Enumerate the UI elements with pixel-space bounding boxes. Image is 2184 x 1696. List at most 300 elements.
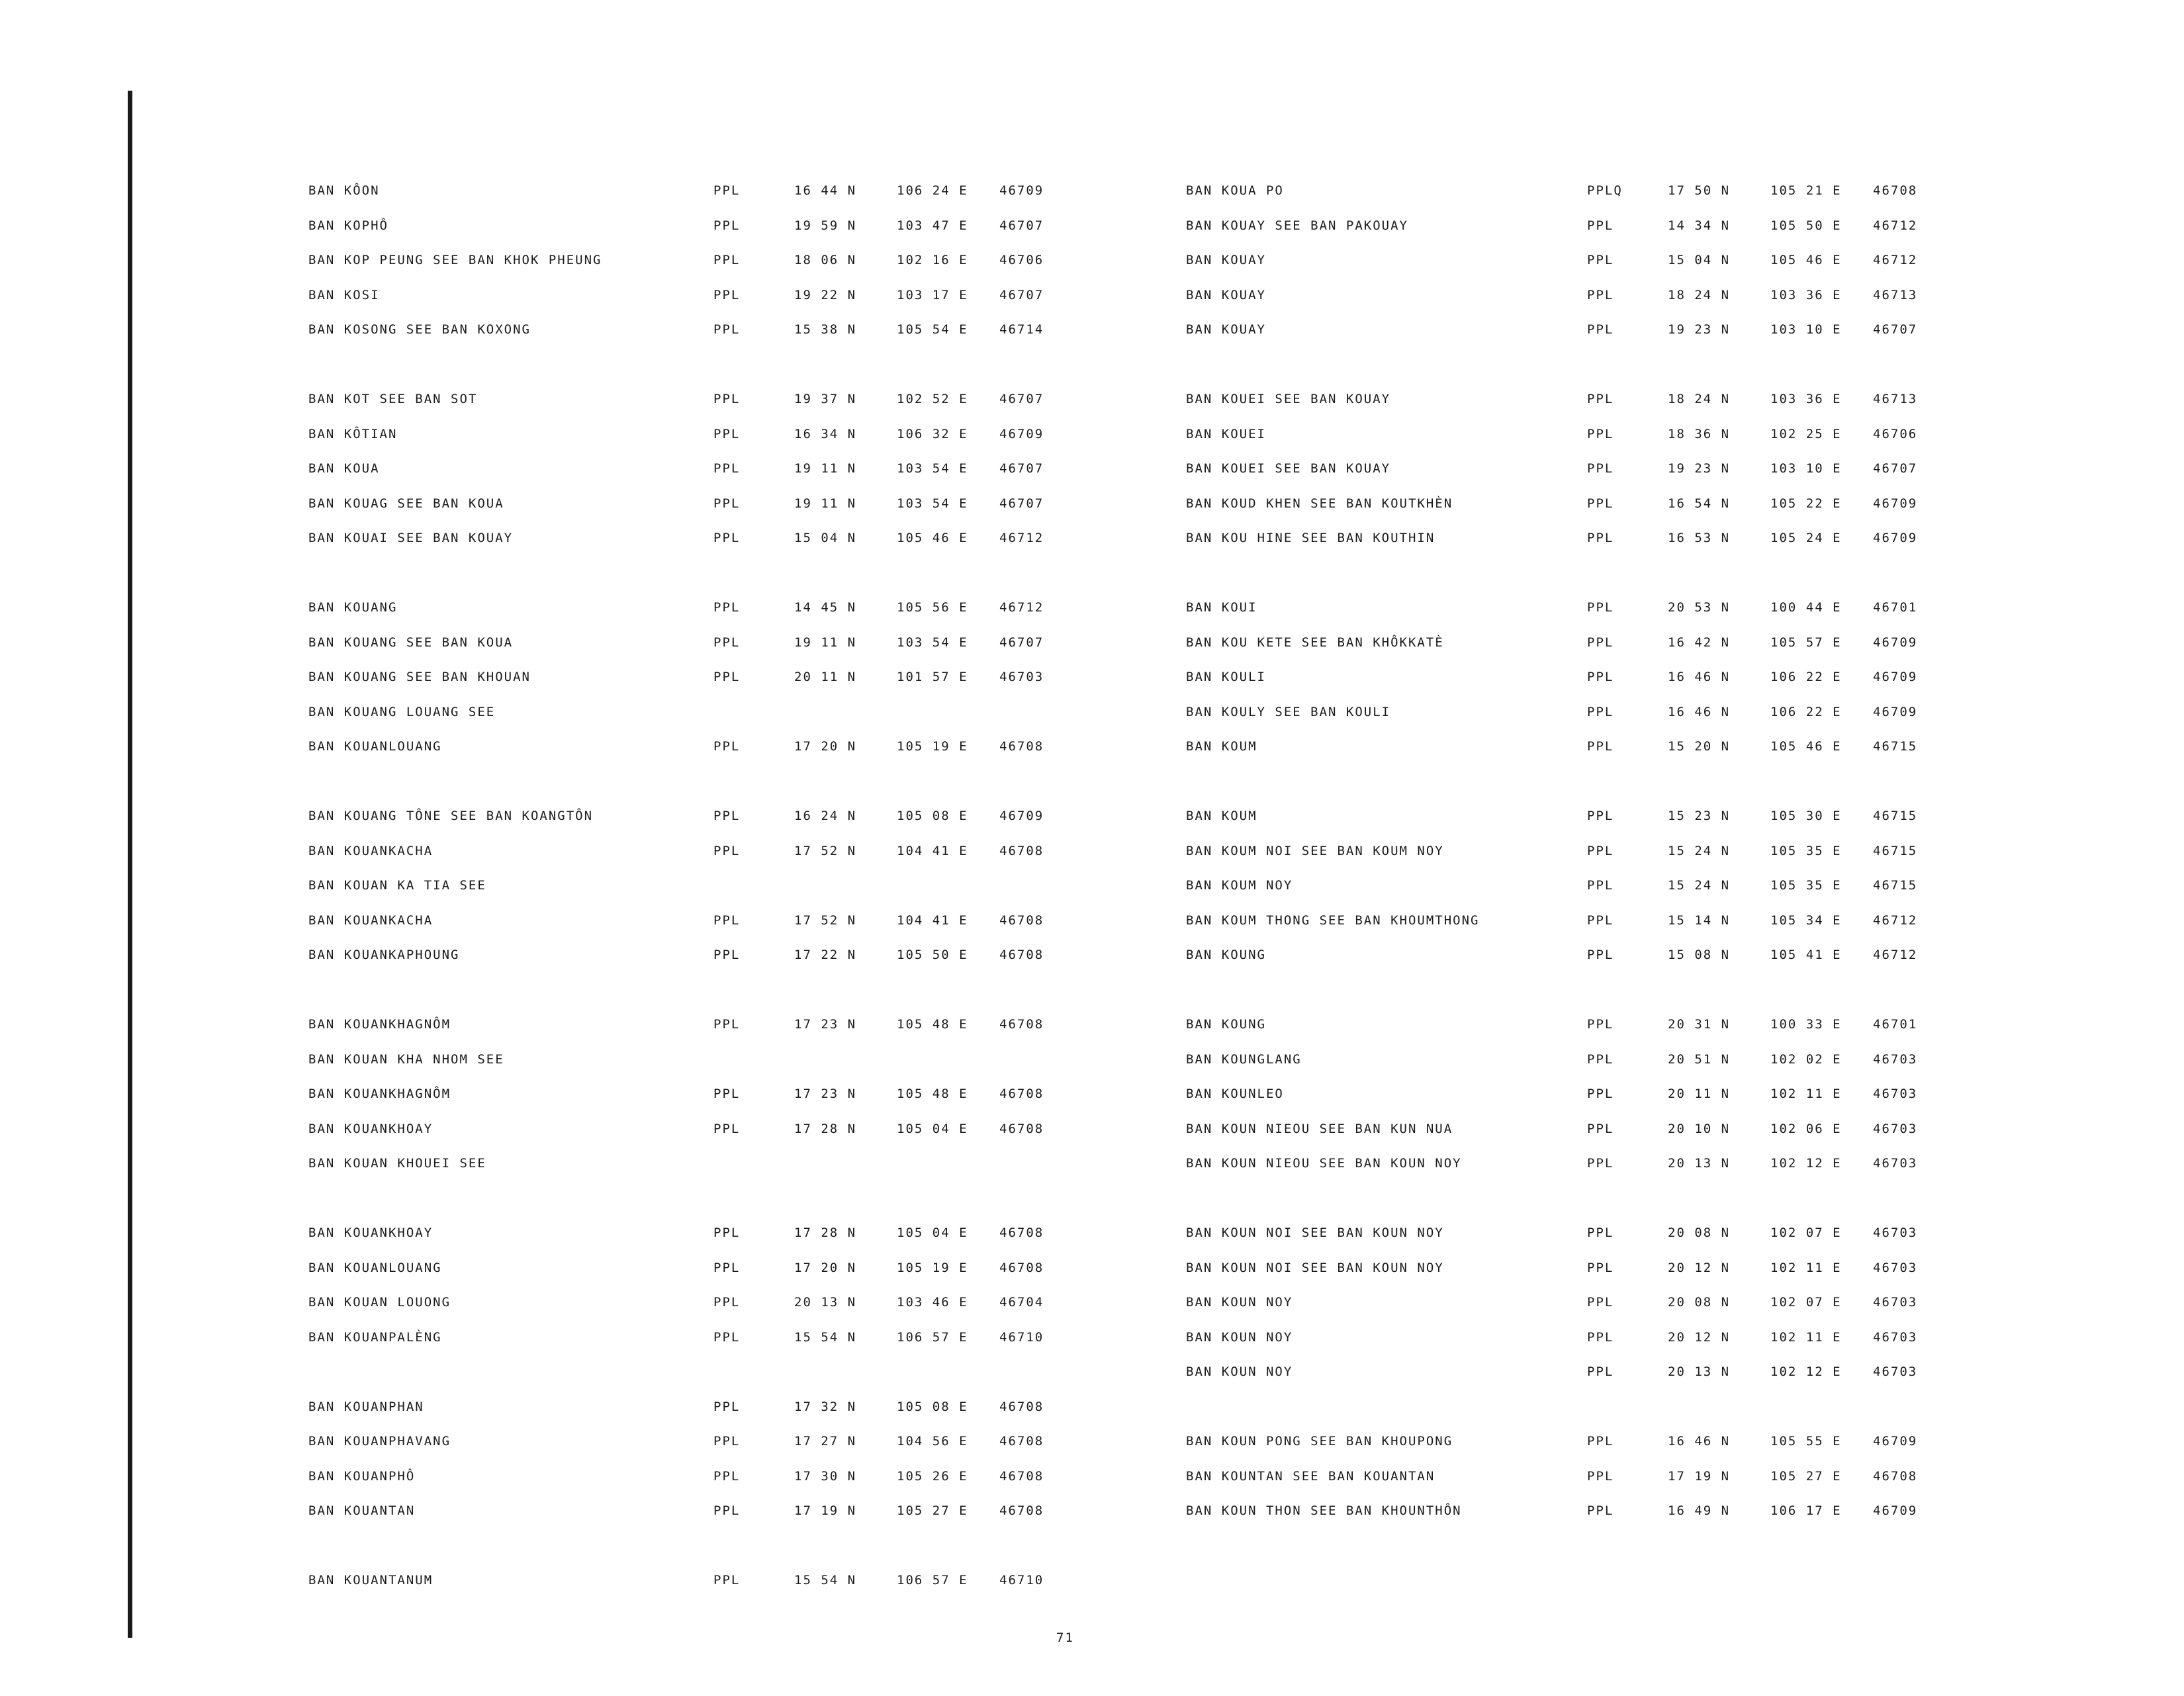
entry-lat: 16 49 N <box>1668 1503 1731 1518</box>
entry-name: BAN KOUANKACHA <box>308 843 433 858</box>
entry-lat: 17 28 N <box>794 1121 857 1136</box>
entry-code: 46707 <box>999 461 1044 476</box>
entry-code: 46707 <box>999 218 1044 233</box>
entry-type: PPL <box>1587 739 1614 754</box>
entry-lat: 14 45 N <box>794 600 857 615</box>
entry-name: BAN KOUN NOI SEE BAN KOUN NOY <box>1186 1226 1444 1240</box>
entry-lat: 20 31 N <box>1668 1017 1731 1032</box>
entry-code: 46712 <box>999 600 1044 615</box>
entry-lat: 20 08 N <box>1668 1295 1731 1310</box>
entry-lat: 17 19 N <box>794 1503 857 1518</box>
entry-lon: 103 47 E <box>897 218 968 233</box>
entry-type: PPL <box>1587 913 1614 928</box>
gazetteer-entry <box>0 631 1918 654</box>
entry-lon: 105 57 E <box>1770 635 1842 650</box>
entry-type: PPL <box>713 948 741 962</box>
entry-type: PPL <box>713 322 741 337</box>
entry-lon: 102 11 E <box>1770 1260 1842 1275</box>
entry-type: PPL <box>1587 809 1614 823</box>
gazetteer-entry <box>0 1083 1918 1105</box>
entry-lon: 103 36 E <box>1770 287 1842 302</box>
entry-lat: 20 13 N <box>1668 1156 1731 1171</box>
gazetteer-entry <box>0 874 1918 897</box>
entry-type: PPL <box>713 531 741 545</box>
entry-name: BAN KOUANKHAGNÔM <box>308 1017 451 1032</box>
entry-name: BAN KÔTIAN <box>308 426 398 441</box>
entry-type: PPL <box>1587 426 1614 441</box>
entry-code: 46703 <box>1873 1156 1918 1171</box>
entry-name: BAN KOUANLOUANG <box>308 739 442 754</box>
entry-lon: 105 24 E <box>1770 531 1842 545</box>
entry-lon: 104 41 E <box>897 913 968 928</box>
entry-type: PPL <box>713 1399 741 1414</box>
entry-name: BAN KOUN THON SEE BAN KHOUNTHÔN <box>1186 1503 1462 1518</box>
entry-name: BAN KOUANG SEE BAN KOUA <box>308 635 514 650</box>
entry-lat: 17 20 N <box>794 1260 857 1275</box>
entry-code: 46707 <box>999 287 1044 302</box>
entry-lon: 102 52 E <box>897 392 968 406</box>
gazetteer-entry <box>0 492 1918 515</box>
entry-code: 46712 <box>999 531 1044 545</box>
gazetteer-entry <box>0 1604 1092 1627</box>
entry-code: 46709 <box>1873 1503 1918 1518</box>
entry-lat: 19 11 N <box>794 496 857 511</box>
entry-lon: 105 41 E <box>1770 948 1842 962</box>
entry-code: 46708 <box>999 1226 1044 1240</box>
entry-lon: 106 57 E <box>897 1329 968 1345</box>
entry-type: PPL <box>713 1087 741 1101</box>
entry-name: BAN KOU KETE SEE BAN KHÔKKATÈ <box>1186 635 1444 650</box>
entry-type: PPL <box>1587 670 1614 684</box>
gazetteer-entry <box>0 596 1918 619</box>
entry-type: PPL <box>713 1121 741 1136</box>
entry-name: BAN KOULI <box>1186 670 1266 684</box>
gazetteer-entry <box>0 423 1918 445</box>
entry-lon: 106 57 E <box>897 1573 968 1587</box>
entry-type: PPL <box>1587 1051 1614 1067</box>
entry-type: PPL <box>1587 878 1614 893</box>
entry-code: 46709 <box>999 426 1044 441</box>
entry-code: 46708 <box>999 1399 1044 1414</box>
entry-name: BAN KOUA PO <box>1186 183 1284 198</box>
entry-lon: 105 46 E <box>1770 253 1842 267</box>
entry-code: 46707 <box>999 496 1044 511</box>
entry-lon: 102 11 E <box>1770 1087 1842 1101</box>
entry-lat: 19 23 N <box>1668 322 1731 337</box>
entry-type: PPL <box>713 496 741 511</box>
entry-code: 46708 <box>999 1468 1044 1484</box>
entry-lon: 105 35 E <box>1770 878 1842 893</box>
entry-name: BAN KOUANTANUM <box>308 1573 433 1587</box>
gazetteer-entry <box>0 1569 1092 1591</box>
entry-type: PPL <box>713 1503 741 1518</box>
entry-lat: 16 46 N <box>1668 704 1731 719</box>
entry-name: BAN KOUAY <box>1186 287 1266 302</box>
entry-type: PPL <box>713 183 741 198</box>
entry-code: 46709 <box>999 809 1044 823</box>
entry-code: 46707 <box>999 392 1044 406</box>
entry-type: PPL <box>713 218 741 233</box>
entry-type: PPL <box>713 1017 741 1032</box>
entry-type: PPL <box>1587 948 1614 962</box>
entry-code: 46703 <box>1873 1087 1918 1101</box>
entry-lat: 15 54 N <box>794 1329 857 1345</box>
entry-code: 46707 <box>1873 322 1918 337</box>
entry-type: PPL <box>713 1329 741 1345</box>
entry-name: BAN KOUNG <box>1186 1017 1266 1032</box>
entry-name: BAN KOUAY SEE BAN PAKOUAY <box>1186 218 1408 233</box>
entry-type: PPL <box>1587 1468 1614 1484</box>
entry-type: PPL <box>1587 704 1614 719</box>
entry-name: BAN KOUANG TÔNE SEE BAN KOANGTÔN <box>308 809 594 823</box>
entry-type: PPL <box>1587 1434 1614 1449</box>
entry-lat: 15 38 N <box>794 322 857 337</box>
entry-code: 46701 <box>1873 600 1918 615</box>
entry-lon: 104 41 E <box>897 843 968 858</box>
entry-code: 46715 <box>1873 843 1918 858</box>
gazetteer-entry <box>0 944 1918 966</box>
entry-lon: 106 24 E <box>897 183 968 198</box>
entry-lon: 105 55 E <box>1770 1434 1842 1449</box>
entry-lat: 15 04 N <box>1668 253 1731 267</box>
entry-lon: 106 17 E <box>1770 1503 1842 1518</box>
entry-lon: 104 56 E <box>897 1434 968 1449</box>
entry-lon: 102 25 E <box>1770 426 1842 441</box>
entry-lat: 18 24 N <box>1668 287 1731 302</box>
entry-code: 46708 <box>999 1503 1044 1518</box>
entry-lon: 102 11 E <box>1770 1329 1842 1345</box>
entry-type: PPL <box>713 913 741 928</box>
entry-lon: 105 27 E <box>897 1503 968 1518</box>
entry-code: 46707 <box>999 635 1044 650</box>
entry-type: PPL <box>1587 392 1614 406</box>
entry-lon: 103 54 E <box>897 496 968 511</box>
entry-lon: 105 56 E <box>897 600 968 615</box>
entry-lon: 105 34 E <box>1770 913 1842 928</box>
entry-name: BAN KOUAY <box>1186 253 1266 267</box>
entry-lat: 19 11 N <box>794 635 857 650</box>
entry-type: PPL <box>713 670 741 684</box>
entry-lon: 105 08 E <box>897 1399 968 1414</box>
entry-lon: 105 50 E <box>1770 218 1842 233</box>
entry-code: 46710 <box>999 1573 1044 1587</box>
gazetteer-entry <box>0 1048 1918 1071</box>
entry-name: BAN KOUNG <box>1186 948 1266 962</box>
entry-type: PPL <box>713 1260 741 1275</box>
entry-name: BAN KOUANKHOAY <box>308 1121 433 1136</box>
entry-name: BAN KOUN NIEOU SEE BAN KUN NUA <box>1186 1121 1453 1136</box>
gazetteer-entry <box>0 735 1918 758</box>
entry-lon: 105 19 E <box>897 739 968 754</box>
entry-lon: 106 22 E <box>1770 670 1842 684</box>
entry-code: 46703 <box>999 670 1044 684</box>
entry-code: 46703 <box>1873 1364 1918 1379</box>
entry-name: BAN KOUANG SEE BAN KHOUAN <box>308 670 531 684</box>
entry-lon: 105 48 E <box>897 1017 968 1032</box>
entry-lat: 16 44 N <box>794 183 857 198</box>
entry-name: BAN KOUD KHEN SEE BAN KOUTKHÈN <box>1186 496 1453 511</box>
entry-name: BAN KOUNGLANG <box>1186 1051 1302 1067</box>
entry-name: BAN KOUM NOY <box>1186 878 1293 893</box>
entry-lon: 103 36 E <box>1770 392 1842 406</box>
entry-lon: 105 30 E <box>1770 809 1842 823</box>
entry-lat: 19 22 N <box>794 287 857 302</box>
entry-lon: 102 07 E <box>1770 1295 1842 1310</box>
entry-type: PPL <box>1587 1329 1614 1345</box>
entry-lat: 20 12 N <box>1668 1260 1731 1275</box>
gazetteer-entry <box>0 1152 1918 1175</box>
entry-lon: 103 46 E <box>897 1295 968 1310</box>
entry-name: BAN KOUANPHAN <box>308 1399 424 1414</box>
entry-lat: 15 54 N <box>794 1573 857 1587</box>
entry-name: BAN KOUANG <box>308 600 398 615</box>
entry-lon: 105 21 E <box>1770 183 1842 198</box>
entry-lat: 15 04 N <box>794 531 857 545</box>
entry-type: PPL <box>713 1226 741 1240</box>
gazetteer-entry <box>0 1430 1918 1452</box>
entry-lat: 20 10 N <box>1668 1121 1731 1136</box>
entry-code: 46714 <box>999 322 1044 337</box>
entry-type: PPL <box>1587 287 1614 302</box>
entry-lat: 17 23 N <box>794 1017 857 1032</box>
entry-lon: 103 54 E <box>897 635 968 650</box>
entry-name: BAN KOUI <box>1186 600 1257 615</box>
entry-type: PPL <box>1587 496 1614 511</box>
entry-lat: 20 13 N <box>794 1295 857 1310</box>
entry-lon: 103 54 E <box>897 461 968 476</box>
entry-type: PPL <box>713 843 741 858</box>
entry-code: 46708 <box>999 1017 1044 1032</box>
gazetteer-entry <box>0 457 1918 480</box>
entry-code: 46715 <box>1873 739 1918 754</box>
entry-lat: 16 46 N <box>1668 1434 1731 1449</box>
entry-code: 46706 <box>999 253 1044 267</box>
entry-type: PPL <box>1587 1121 1614 1136</box>
entry-lat: 15 14 N <box>1668 913 1731 928</box>
entry-lon: 106 32 E <box>897 426 968 441</box>
entry-name: BAN KOUANPHAVANG <box>308 1434 451 1449</box>
entry-name: BAN KOUANKHAGNÔM <box>308 1087 451 1101</box>
entry-lat: 17 30 N <box>794 1468 857 1484</box>
entry-lat: 19 23 N <box>1668 461 1731 476</box>
entry-type: PPL <box>1587 1295 1614 1310</box>
entry-lat: 20 53 N <box>1668 600 1731 615</box>
entry-lat: 16 24 N <box>794 809 857 823</box>
entry-name: BAN KOUAI SEE BAN KOUAY <box>308 531 514 545</box>
entry-name: BAN KOUANTAN <box>308 1503 416 1518</box>
entry-lat: 17 19 N <box>1668 1468 1731 1484</box>
gazetteer-entry <box>0 1499 1918 1522</box>
entry-lat: 16 42 N <box>1668 635 1731 650</box>
entry-name: BAN KOUN NOY <box>1186 1295 1293 1310</box>
page-number: 71 <box>1056 1630 1074 1645</box>
gazetteer-entry <box>0 1118 1918 1140</box>
entry-type: PPL <box>1587 253 1614 267</box>
entry-lat: 15 20 N <box>1668 739 1731 754</box>
entry-lon: 102 12 E <box>1770 1156 1842 1171</box>
entry-name: BAN KOUM <box>1186 739 1257 754</box>
entry-lat: 20 11 N <box>794 670 857 684</box>
entry-type: PPL <box>713 739 741 754</box>
entry-code: 46712 <box>1873 948 1918 962</box>
entry-name: BAN KOUAN LOUONG <box>308 1295 451 1310</box>
entry-name: BAN KOUEI SEE BAN KOUAY <box>1186 461 1391 476</box>
entry-code: 46709 <box>999 183 1044 198</box>
entry-type: PPL <box>1587 1364 1614 1379</box>
entry-lat: 20 12 N <box>1668 1329 1731 1345</box>
entry-name: BAN KOUNLEO <box>1186 1087 1284 1101</box>
entry-name: BAN KOUNTAN SEE BAN KOUANTAN <box>1186 1468 1435 1484</box>
entry-type: PPL <box>1587 1260 1614 1275</box>
entry-lon: 105 54 E <box>897 322 968 337</box>
entry-code: 46703 <box>1873 1295 1918 1310</box>
entry-code: 46703 <box>1873 1226 1918 1240</box>
gazetteer-entry <box>0 805 1918 827</box>
gazetteer-entry <box>0 284 1918 306</box>
entry-type: PPL <box>1587 461 1614 476</box>
entry-code: 46709 <box>1873 635 1918 650</box>
gazetteer-entry <box>0 214 1918 237</box>
entry-lat: 14 34 N <box>1668 218 1731 233</box>
entry-code: 46715 <box>1873 809 1918 823</box>
entry-name: BAN KOUAN KA TIA SEE <box>308 878 486 893</box>
entry-lat: 17 28 N <box>794 1226 857 1240</box>
entry-lon: 100 33 E <box>1770 1017 1842 1032</box>
entry-code: 46709 <box>1873 670 1918 684</box>
entry-code: 46703 <box>1873 1329 1918 1345</box>
entry-name: BAN KOUN NOI SEE BAN KOUN NOY <box>1186 1260 1444 1275</box>
entry-lat: 19 11 N <box>794 461 857 476</box>
entry-type: PPL <box>713 1434 741 1449</box>
entry-lat: 17 50 N <box>1668 183 1731 198</box>
entry-type: PPL <box>1587 600 1614 615</box>
entry-type: PPL <box>1587 1226 1614 1240</box>
entry-type: PPL <box>1587 531 1614 545</box>
entry-lat: 17 20 N <box>794 739 857 754</box>
entry-lon: 105 26 E <box>897 1468 968 1484</box>
entry-lat: 16 34 N <box>794 426 857 441</box>
entry-name: BAN KOUANPHÔ <box>308 1468 416 1484</box>
entry-lat: 19 37 N <box>794 392 857 406</box>
entry-lon: 105 46 E <box>897 531 968 545</box>
entry-name: BAN KOUANLOUANG <box>308 1260 442 1275</box>
entry-lat: 16 53 N <box>1668 531 1731 545</box>
entry-lat: 20 11 N <box>1668 1087 1731 1101</box>
entry-lon: 105 04 E <box>897 1121 968 1136</box>
entry-code: 46703 <box>1873 1121 1918 1136</box>
entry-type: PPL <box>1587 1087 1614 1101</box>
entry-lat: 15 08 N <box>1668 948 1731 962</box>
entry-lon: 101 57 E <box>897 670 968 684</box>
entry-type: PPL <box>713 461 741 476</box>
entry-name: BAN KOP PEUNG SEE BAN KHOK PHEUNG <box>308 253 602 267</box>
entry-lat: 17 27 N <box>794 1434 857 1449</box>
entry-lon: 100 44 E <box>1770 600 1842 615</box>
entry-lon: 105 22 E <box>1770 496 1842 511</box>
entry-type: PPL <box>1587 1156 1614 1171</box>
entry-name: BAN KOUA <box>308 461 380 476</box>
entry-name: BAN KOPHÔ <box>308 218 388 233</box>
entry-name: BAN KOSONG SEE BAN KOXONG <box>308 322 531 337</box>
entry-lon: 105 27 E <box>1770 1468 1842 1484</box>
entry-name: BAN KOUANKAPHOUNG <box>308 948 460 962</box>
entry-type: PPL <box>713 1573 741 1587</box>
entry-lon: 105 50 E <box>897 948 968 962</box>
entry-name: BAN KOUANKACHA <box>308 913 433 928</box>
entry-type: PPL <box>713 600 741 615</box>
gazetteer-entry <box>0 388 1918 410</box>
gazetteer-entry <box>0 527 1918 549</box>
entry-name: BAN KOUAY <box>1186 322 1266 337</box>
entry-code: 46708 <box>999 948 1044 962</box>
entry-type: PPL <box>713 809 741 823</box>
gazetteer-entry <box>0 1257 1918 1279</box>
entry-code: 46708 <box>999 913 1044 928</box>
entry-name: BAN KOUAN KHA NHOM SEE <box>308 1051 504 1067</box>
entry-type: PPL <box>1587 218 1614 233</box>
entry-type: PPL <box>1587 843 1614 858</box>
entry-lon: 105 35 E <box>1770 843 1842 858</box>
entry-code: 46708 <box>1873 183 1918 198</box>
gazetteer-entry <box>0 1326 1918 1349</box>
entry-code: 46708 <box>999 739 1044 754</box>
entry-name: BAN KOUN PONG SEE BAN KHOUPONG <box>1186 1434 1453 1449</box>
entry-type: PPL <box>713 287 741 302</box>
entry-lat: 15 23 N <box>1668 809 1731 823</box>
entry-code: 46708 <box>999 1121 1044 1136</box>
entry-name: BAN KOUANKHOAY <box>308 1226 433 1240</box>
entry-code: 46703 <box>1873 1260 1918 1275</box>
entry-type: PPL <box>1587 1503 1614 1518</box>
entry-lat: 17 32 N <box>794 1399 857 1414</box>
entry-type: PPL <box>713 426 741 441</box>
entry-type: PPL <box>1587 322 1614 337</box>
entry-lat: 18 36 N <box>1668 426 1731 441</box>
entry-type: PPL <box>713 635 741 650</box>
gazetteer-entry <box>0 840 1918 862</box>
entry-lon: 102 06 E <box>1770 1121 1842 1136</box>
entry-code: 46709 <box>1873 496 1918 511</box>
entry-name: BAN KOUN NIEOU SEE BAN KOUN NOY <box>1186 1156 1462 1171</box>
entry-name: BAN KOUANPALÈNG <box>308 1329 442 1345</box>
entry-code: 46709 <box>1873 531 1918 545</box>
gazetteer-entry <box>0 701 1918 723</box>
entry-lon: 102 07 E <box>1770 1226 1842 1240</box>
entry-code: 46713 <box>1873 287 1918 302</box>
entry-lon: 105 46 E <box>1770 739 1842 754</box>
entry-lat: 16 46 N <box>1668 670 1731 684</box>
entry-type: PPL <box>713 392 741 406</box>
gazetteer-entry <box>0 909 1918 932</box>
entry-name: BAN KOUM <box>1186 809 1257 823</box>
entry-name: BAN KOUEI SEE BAN KOUAY <box>1186 392 1391 406</box>
entry-lat: 18 06 N <box>794 253 857 267</box>
entry-lon: 102 02 E <box>1770 1051 1842 1067</box>
entry-code: 46709 <box>1873 1434 1918 1449</box>
entry-code: 46708 <box>999 1260 1044 1275</box>
entry-name: BAN KOU HINE SEE BAN KOUTHIN <box>1186 531 1435 545</box>
gazetteer-entry <box>0 249 1918 271</box>
entry-code: 46710 <box>999 1329 1044 1345</box>
entry-lat: 17 22 N <box>794 948 857 962</box>
gazetteer-entry <box>0 1222 1918 1244</box>
gazetteer-entry <box>0 1361 1918 1383</box>
entry-code: 46708 <box>999 843 1044 858</box>
entry-type: PPL <box>713 1295 741 1310</box>
gazetteer-entry <box>0 318 1918 341</box>
entry-lat: 20 51 N <box>1668 1051 1731 1067</box>
entry-name: BAN KOUM THONG SEE BAN KHOUMTHONG <box>1186 913 1480 928</box>
